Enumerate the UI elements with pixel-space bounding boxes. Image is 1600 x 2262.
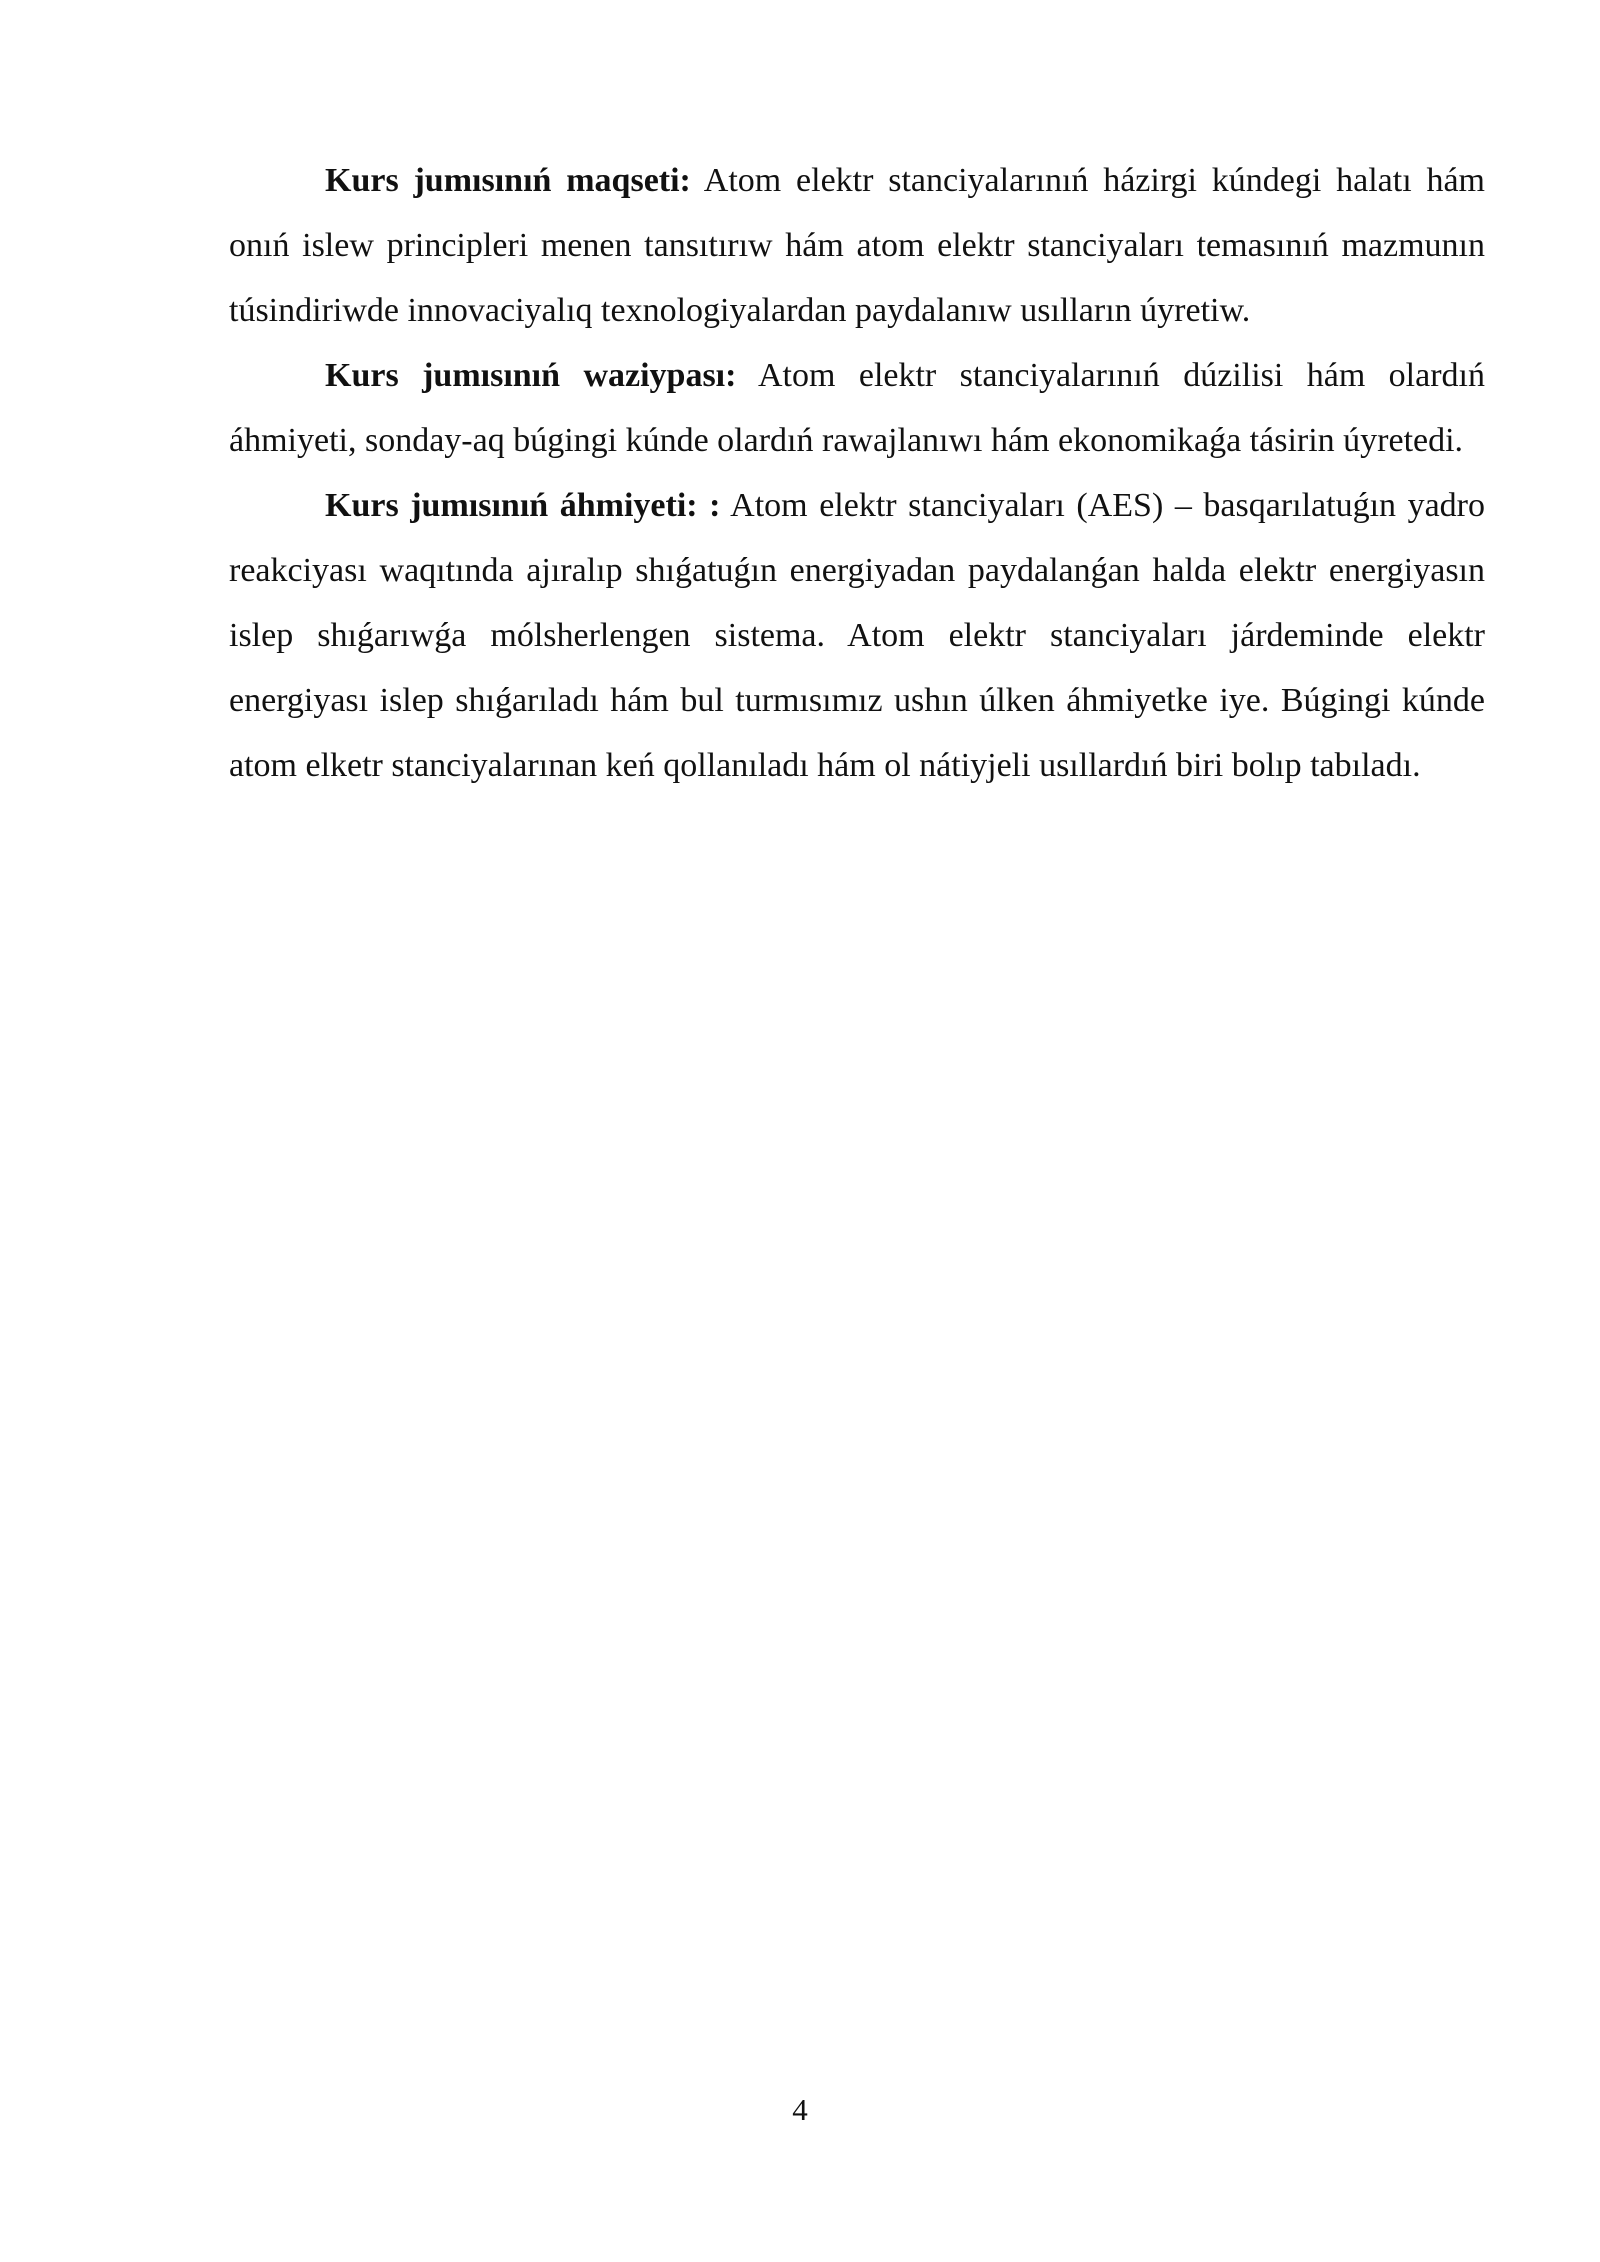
paragraph-task	[229, 343, 1485, 473]
paragraph-goal-heading: Kurs jumısınıń maqseti:	[325, 162, 691, 199]
paragraph-goal-text: Atom elektr stanciyalarınıń házirgi kúndegi halatı hám onıń islew principleri menen tansıtırıw hám atom elektr stanciyaları temasınıń mazmunın túsindiriwde innovaciyalıq texnologiyalardan paydalanıw usılların úyretiw.	[229, 162, 1485, 329]
paragraph-task-heading: Kurs jumısınıń waziypası:	[325, 357, 737, 394]
paragraph-importance	[229, 473, 1485, 798]
paragraph-importance-heading: Kurs jumısınıń áhmiyeti: :	[325, 487, 721, 524]
paragraph-task-text: Atom elektr stanciyalarınıń dúzilisi hám olardıń áhmiyeti, sonday-aq búgingi kúnde olardıń rawajlanıwı hám ekonomikaǵa tásirin úyretedi.	[229, 357, 1485, 459]
page-number: 4	[792, 2092, 808, 2127]
paragraph-goal	[229, 148, 1485, 343]
paragraph-importance-text: Atom elektr stanciyaları (AES) – basqarılatuǵın yadro reakciyası waqıtında ajıralıp shıǵatuǵın energiyadan paydalanǵan halda elektr energiyasın islep shıǵarıwǵa mólsherlengen sistema. Atom elektr stanciyaları járdeminde elektr energiyası islep shıǵarıladı hám bul turmısımız ushın úlken áhmiyetke iye. Búgingi kúnde atom elketr stanciyalarınan keń qollanıladı hám ol nátiyjeli usıllardıń biri bolıp tabıladı.	[229, 487, 1485, 784]
document-body	[229, 148, 1485, 798]
